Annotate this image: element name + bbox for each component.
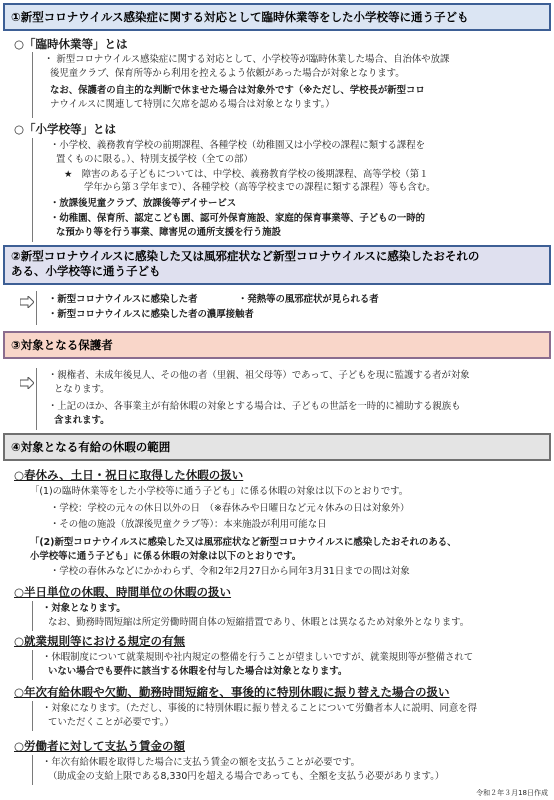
text-line: 「(2)新型コロナウイルスに感染した又は風邪症状など新型コロナウイルスに感染したおそれのある、: [30, 537, 457, 548]
text-line: ていただくことが必要です。）: [48, 717, 174, 728]
indent-bar: [32, 601, 33, 631]
section-3-title: ③対象となる保護者: [11, 338, 113, 352]
heading-shogakko: ○「小学校等」とは: [14, 122, 117, 136]
text-line: ・新型コロナウイルスに感染した者の濃厚接触者: [48, 309, 254, 320]
indent-bar: [32, 650, 33, 680]
text-line: ・休暇制度について就業規則や社内規定の整備を行うことが望ましいですが、就業規則等が整備されて: [42, 652, 474, 663]
heading-furikae: ○年次有給休暇や欠勤、勤務時間短縮を、事後的に特別休暇に振り替えた場合の扱い: [14, 685, 450, 699]
indent-bar: [36, 368, 37, 430]
arrow-right-icon: [20, 296, 34, 308]
text-line: ・新型コロナウイルスに感染した者: [48, 294, 198, 305]
text-line: 後児童クラブ、保育所等から利用を控えるよう依頼があった場合が対象となります。: [50, 68, 405, 79]
text-line: ・学校の春休みなどにかかわらず、令和2年2月27日から同年3月31日までの間は対象: [50, 566, 410, 577]
heading-shugyo-kisoku: ○就業規則等における規定の有無: [14, 634, 186, 648]
text-line: 小学校等に通う子ども」に係る休暇の対象は以下のとおりです。: [30, 551, 302, 562]
indent-bar: [32, 701, 33, 731]
indent-bar: [32, 138, 33, 242]
section-2-title-line: ②新型コロナウイルスに感染した又は風邪症状など新型コロナウイルスに感染したおそれの: [11, 249, 480, 263]
heading-harayasumi: ○春休み、土日・祝日に取得した休暇の扱い: [14, 468, 244, 482]
text-line: 学年から第３学年まで）、各種学校（高等学校までの課程に類する課程）等も含む。: [84, 182, 436, 193]
section-1-header: [3, 3, 551, 31]
indent-bar: [32, 755, 33, 785]
text-line: ・放課後児童クラブ、放課後等デイサービス: [50, 198, 237, 209]
indent-bar: [32, 52, 33, 118]
text-line: ・年次有給休暇を取得した場合に支払う賃金の額を支払うことが必要です。: [42, 757, 361, 768]
text-line: ★ 障害のある子どもについては、中学校、義務教育学校の後期課程、高等学校（第１: [64, 169, 429, 180]
text-line: ナウイルスに関連して特別に欠席を認める場合は対象となります。）: [50, 99, 335, 110]
text-line: いない場合でも要件に該当する休暇を付与した場合は対象となります。: [48, 666, 348, 677]
section-2-header: [3, 245, 551, 285]
text-line: となります。: [54, 384, 110, 395]
text-line: なお、保護者の自主的な判断で休ませた場合は対象外です（※ただし、学校長が新型コロ: [50, 85, 425, 96]
section-1-title: ①新型コロナウイルス感染症に関する対応として臨時休業等をした小学校等に通う子ども: [11, 10, 469, 24]
text-line: ・幼稚園、保育所、認定こども園、認可外保育施設、家庭的保育事業等、子どもの一時的: [50, 213, 426, 224]
text-line: な預かり等を行う事業、障害児の通所支援を行う施設: [56, 227, 282, 238]
text-line: ・学校：学校の元々の休日以外の日 （※春休みや日曜日など元々休みの日は対象外）: [50, 503, 410, 514]
section-4-title: ④対象となる有給の休暇の範囲: [11, 440, 171, 454]
section-3-header: [3, 331, 551, 359]
section-4-header: [3, 433, 551, 461]
text-line: （助成金の支給上限である8,330円を超える場合であっても、全額を支払う必要があります。）: [48, 771, 445, 782]
text-line: 置くものに限る。）、特別支援学校（全ての部）: [56, 154, 253, 165]
text-line: 含まれます。: [54, 415, 110, 426]
text-line: ・親権者、未成年後見人、その他の者（里親、祖父母等）であって、子どもを現に監護する者が対象: [48, 370, 470, 381]
text-line: ・対象になります。（ただし、事後的に特別休暇に振り替えることについて労働者本人に説明、同意を得: [42, 703, 477, 714]
heading-hannichi: ○半日単位の休暇、時間単位の休暇の扱い: [14, 585, 232, 599]
section-2-title-line: ある、小学校等に通う子ども: [11, 264, 161, 278]
text-line: ・ 新型コロナウイルス感染症に関する対応として、小学校等が臨時休業した場合、自治体や放課: [44, 54, 450, 65]
text-line: ・発熱等の風邪症状が見られる者: [238, 294, 379, 305]
text-line: ・上記のほか、各事業主が有給休暇の対象とする場合は、子どもの世話を一時的に補助する親族も: [48, 401, 461, 412]
heading-rinji-kyugyo: ○「臨時休業等」とは: [14, 37, 128, 51]
text-line: ・小学校、義務教育学校の前期課程、各種学校（幼稚園又は小学校の課程に類する課程を: [50, 140, 426, 151]
creation-date: 令和２年３月18日作成: [476, 789, 548, 797]
text-line: 「(1)の臨時休業等をした小学校等に通う子ども」に係る休暇の対象は以下のとおりです。: [30, 486, 409, 497]
indent-bar: [36, 291, 37, 325]
text-line: ・対象となります。: [42, 603, 126, 614]
arrow-right-icon: [20, 377, 34, 389]
heading-chingin: ○労働者に対して支払う賃金の額: [14, 739, 186, 753]
text-line: なお、勤務時間短縮は所定労働時間自体の短縮措置であり、休暇とは異なるため対象外となります。: [48, 617, 470, 628]
text-line: ・その他の施設（放課後児童クラブ等）：本来施設が利用可能な日: [50, 519, 327, 530]
